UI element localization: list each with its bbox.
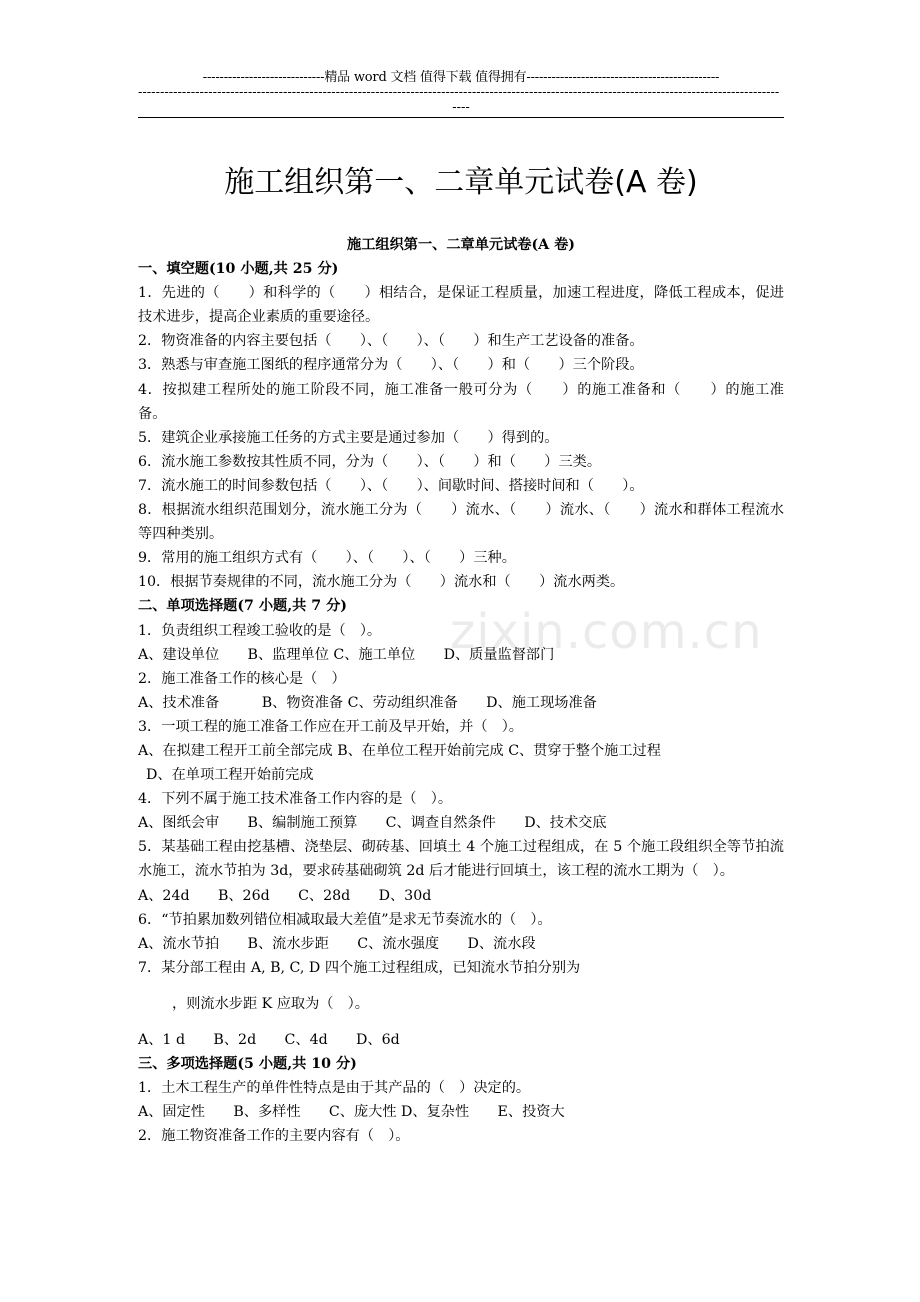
question-item: 6．流水施工参数按其性质不同，分为（ ）、（ ）和（ ）三类。: [138, 453, 602, 470]
section-heading: 三、多项选择题(5 小题,共 10 分): [138, 1056, 357, 1073]
formula-gap: [138, 980, 784, 992]
question-item: 8．根据流水组织范围划分，流水施工分为（ ）流水、（ ）流水、（ ）流水和群体工程流水等四种类别。: [138, 502, 784, 543]
question-item: 7．流水施工的时间参数包括（ ）、（ ）、间歇时间、搭接时间和（ ）。: [138, 477, 644, 494]
question-item: 3．一项工程的施工准备工作应在开工前及早开始，并（ ）。: [138, 718, 523, 735]
question-item: 2．施工准备工作的核心是（ ）: [138, 670, 346, 687]
question-item: 7．某分部工程由 A, B, C, D 四个施工过程组成，已知流水节拍分别为: [138, 959, 581, 976]
option-row: D、在单项工程开始前完成: [146, 767, 314, 784]
watermark: zixin.com.cn: [450, 604, 763, 660]
section-heading: 一、填空题(10 小题,共 25 分): [138, 261, 339, 278]
option-row: A、建设单位 B、监理单位 C、施工单位 D、质量监督部门: [138, 646, 555, 663]
header-dash-line: --------------------------------------------------------------------------------------------------------------------------------------------------: [138, 86, 780, 100]
question-item: 5．某基础工程由挖基槽、浇垫层、砌砖基、回填土 4 个施工过程组成，在 5 个施工段组织全等节拍流水施工，流水节拍为 3d，要求砖基础砌筑 2d 后才能进行回填土，该工程的流水工期为（ ）。: [138, 839, 784, 880]
sub-title: 施工组织第一、二章单元试卷(A 卷): [347, 237, 575, 253]
option-row: A、图纸会审 B、编制施工预算 C、调查自然条件 D、技术交底: [138, 815, 607, 832]
question-item: 1．先进的（ ）和科学的（ ）相结合，是保证工程质量，加速工程进度，降低工程成本，促进技术进步，提高企业素质的重要途径。: [138, 285, 784, 326]
document-body: [138, 233, 784, 1148]
question-item: 3．熟悉与审查施工图纸的程序通常分为（ ）、（ ）和（ ）三个阶段。: [138, 357, 644, 374]
document-title: 施工组织第一、二章单元试卷(A 卷): [224, 165, 698, 200]
question-item: 1．负责组织工程竣工验收的是（ ）。: [138, 622, 382, 639]
question-item: 5．建筑企业承接施工任务的方式主要是通过参加（ ）得到的。: [138, 429, 559, 446]
question-item: 10．根据节奏规律的不同，流水施工分为（ ）流水和（ ）流水两类。: [138, 574, 625, 591]
option-row: A、1 d B、2d C、4d D、6d: [138, 1032, 400, 1048]
question-item: 1．土木工程生产的单件性特点是由于其产品的（ ）决定的。: [138, 1080, 531, 1097]
formula-gap: [138, 1016, 784, 1028]
question-item: 9．常用的施工组织方式有（ ）、（ ）、（ ）三种。: [138, 550, 516, 567]
question-item: 6．“节拍累加数列错位相减取最大差值”是求无节奏流水的（ ）。: [138, 911, 552, 928]
question-item: 2．物资准备的内容主要包括（ ）、（ ）、（ ）和生产工艺设备的准备。: [138, 333, 644, 350]
option-row: A、固定性 B、多样性 C、庞大性 D、复杂性 E、投资大: [138, 1104, 565, 1121]
header-banner: -----------------------------精品 word 文档 值得下载 值得拥有----------------------------------------------: [202, 70, 720, 85]
header-rule: [138, 117, 784, 118]
question-item: 4．按拟建工程所处的施工阶段不同，施工准备一般可分为（ ）的施工准备和（ ）的施工准备。: [138, 381, 784, 422]
option-row: A、24d B、26d C、28d D、30d: [138, 887, 432, 904]
option-row: A、技术准备 B、物资准备 C、劳动组织准备 D、施工现场准备: [138, 694, 597, 711]
option-row: A、在拟建工程开工前全部完成 B、在单位工程开始前完成 C、贯穿于整个施工过程: [138, 742, 661, 759]
option-row: A、流水节拍 B、流水步距 C、流水强度 D、流水段: [138, 935, 536, 952]
header-dash-tail: ----: [452, 100, 470, 115]
question-item: 4．下列不属于施工技术准备工作内容的是（ ）。: [138, 791, 453, 808]
question-continuation: ，则流水步距 K 应取为（ ）。: [172, 995, 369, 1012]
question-item: 2．施工物资准备工作的主要内容有（ ）。: [138, 1128, 410, 1145]
section-heading: 二、单项选择题(7 小题,共 7 分): [138, 598, 347, 615]
